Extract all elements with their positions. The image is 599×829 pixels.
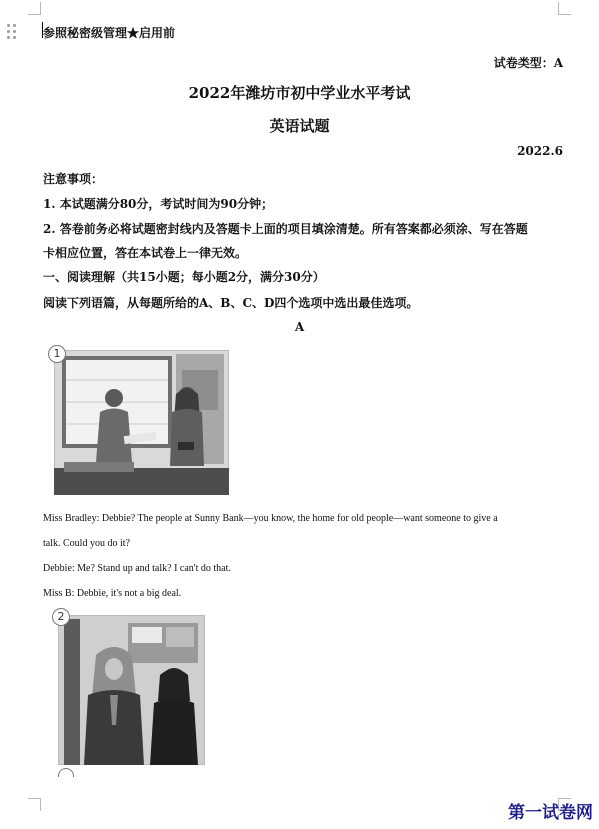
dialogue-line-1: Miss Bradley: Debbie? The people at Sunny Bank—you know, the home for old people—want someone to give a xyxy=(43,513,498,524)
secret-label: 参照秘密级管理★启用前 xyxy=(43,26,176,40)
drag-handle-icon[interactable] xyxy=(7,24,17,40)
exam-title: 2022年潍坊市初中学业水平考试 xyxy=(188,84,411,102)
subject-title: 英语试题 xyxy=(269,117,330,135)
figure-number-3-partial xyxy=(58,768,74,777)
section-instruction: 阅读下列语篇，从每题所给的A、B、C、D四个选项中选出最佳选项。 xyxy=(43,296,419,310)
corridor-photo xyxy=(58,615,205,765)
dialogue-line-2: talk. Could you do it? xyxy=(43,538,130,549)
paper-type: 试卷类型：A xyxy=(493,56,563,70)
note-item-1: 1. 本试题满分80分，考试时间为90分钟； xyxy=(43,197,274,211)
passage-label: A xyxy=(294,320,305,334)
watermark-logo: 第一试卷网 xyxy=(508,803,593,823)
dialogue-line-3: Debbie: Me? Stand up and talk? I can't do that. xyxy=(43,563,231,574)
crop-mark-top-right xyxy=(558,2,571,15)
notes-heading: 注意事项： xyxy=(43,172,104,186)
figure-number-1: 1 xyxy=(48,345,66,363)
classroom-photo xyxy=(54,350,229,495)
note-item-2-line-1: 2. 答卷前务必将试题密封线内及答题卡上面的项目填涂清楚。所有答案都必须涂、写在答题 xyxy=(43,222,528,236)
crop-mark-top-left xyxy=(28,2,41,15)
crop-mark-bottom-left xyxy=(28,798,41,811)
figure-number-2: 2 xyxy=(52,608,70,626)
note-item-2-line-2: 卡相应位置，答在本试卷上一律无效。 xyxy=(43,246,248,260)
exam-date: 2022.6 xyxy=(517,144,563,158)
dialogue-line-4: Miss B: Debbie, it's not a big deal. xyxy=(43,588,182,599)
section-heading: 一、阅读理解（共15小题；每小题2分，满分30分） xyxy=(43,270,325,284)
